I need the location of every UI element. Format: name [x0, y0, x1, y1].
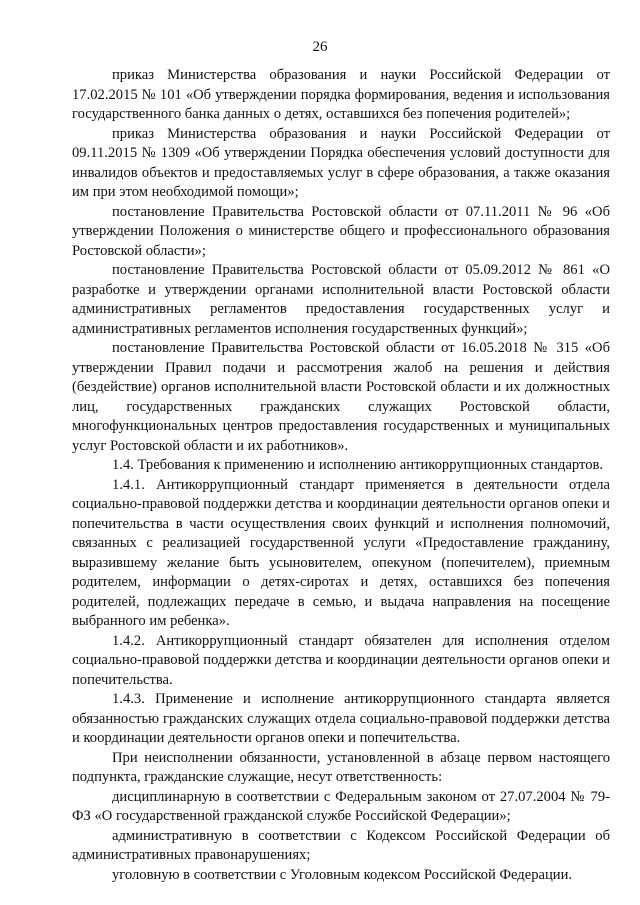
paragraph-criminal: уголовную в соответствии с Уголовным кодексом Российской Федерации. — [112, 866, 573, 883]
paragraph-responsibility-intro: При неисполнении обязанности, установленной в абзаце первом настоящего подпункта, гражданские служащие, несут ответственность: — [72, 749, 610, 785]
document-body — [72, 66, 610, 885]
paragraph-resolution-315: постановление Правительства Ростовской области от 16.05.2018 № 315 «Об утверждении Правил подачи и рассмотрения жалоб на решения и действия (бездействие) органов исполнительной власти Ростовской области и их должностных лиц, государственных гражданских служащих Ростовской области, многофункциональных центров предоставления государственных и муниципальных услуг Ростовской области и их работников». — [72, 340, 610, 454]
paragraph-section-1-4-3: 1.4.3. Применение и исполнение антикоррупционного стандарта является обязанностью гражданских служащих отдела социально-правовой поддержки детства и координации деятельности органов опеки и попечительства. — [72, 691, 610, 746]
page-number: 26 — [312, 39, 328, 55]
paragraph-disciplinary: дисциплинарную в соответствии с Федеральным законом от 27.07.2004 № 79-ФЗ «О государственной гражданской службе Российской Федерации»; — [72, 788, 610, 824]
paragraph-section-1-4-2: 1.4.2. Антикоррупционный стандарт обязателен для исполнения отделом социально-правовой поддержки детства и координации деятельности органов опеки и попечительства. — [72, 632, 610, 688]
paragraph-administrative: административную в соответствии с Кодексом Российской Федерации об административных правонарушениях; — [72, 827, 610, 863]
paragraph-resolution-96: постановление Правительства Ростовской области от 07.11.2011 № 96 «Об утверждении Положения о министерстве общего и профессионального образования Ростовской области»; — [72, 203, 610, 259]
paragraph-section-1-4-1: 1.4.1. Антикоррупционный стандарт применяется в деятельности отдела социально-правовой поддержки детства и координации деятельности органов опеки и попечительства в части осуществления своих функций и исполнения полномочий, связанных с реализацией государственной услуги «Предоставление гражданину, выразившему желание быть усыновителем, опекуном (попечителем), приемным родителем, информации о детях-сиротах и детях, оставшихся без попечения родителей, подлежащих передаче в семью, и выдача направления на посещение выбранного им ребенка». — [72, 476, 610, 629]
paragraph-order-101: приказ Министерства образования и науки Российской Федерации от 17.02.2015 № 101 «Об утверждении порядка формирования, ведения и использования государственного банка данных о детях, оставшихся без попечения родителей»; — [72, 67, 610, 122]
paragraph-resolution-861: постановление Правительства Ростовской области от 05.09.2012 № 861 «О разработке и утверждении органами исполнительной власти Ростовской области административных регламентов предоставления государственных услуг и административных регламентов исполнения государственных функций»; — [72, 262, 610, 337]
paragraph-order-1309: приказ Министерства образования и науки Российской Федерации от 09.11.2015 № 1309 «Об утверждении Порядка обеспечения условий доступности для инвалидов объектов и предоставляемых услуг в сфере образования, а также оказания им при этом необходимой помощи»; — [72, 125, 610, 200]
paragraph-section-1-4: 1.4. Требования к применению и исполнению антикоррупционных стандартов. — [112, 457, 604, 473]
